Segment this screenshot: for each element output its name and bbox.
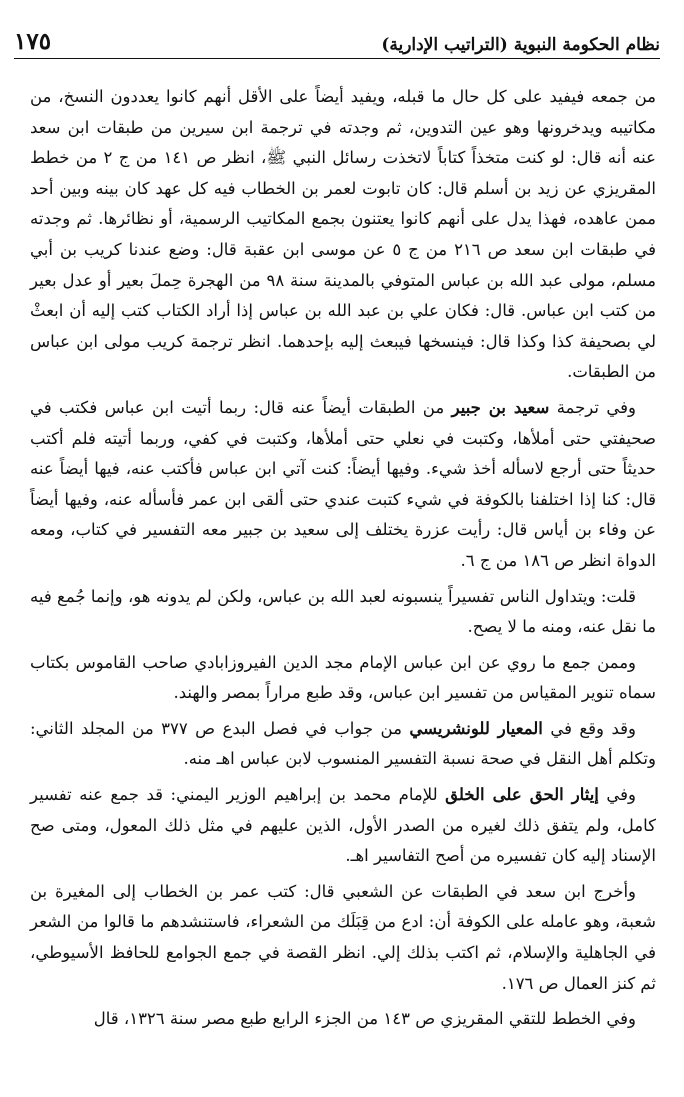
paragraph (30, 780, 656, 872)
paragraph-text: للإمام محمد بن إبراهيم الوزير اليمني: قد جمع عنه تفسير كامل، ولم يتفق ذلك لغيره من الصدر الأول، الذين عليهم في مثل ذلك المعول، ومتى صح الإسناد إليه كان تفسيره من أصح التفاسير اهـ. (30, 785, 656, 866)
paragraph (30, 393, 656, 577)
running-header (14, 30, 660, 59)
page-number: ١٧٥ (14, 28, 52, 55)
paragraph-text: من جمعه فيفيد على كل حال ما قبله، ويفيد أيضاً على الأقل أنهم كانوا يعددون النسخ، من مكاتيبه ويدخرونها وهو عين التدوين، ثم وجدته في ترجمة ابن سيرين من طبقات ابن سعد عنه أنه قال: لو كنت متخذاً كتاباً لاتخذت رسائل النبي ﷺ، انظر ص ١٤١ من ج ٢ من خطط المقريزي عن زيد بن أسلم قال: كان تابوت لعمر بن الخطاب فيه كل عهد كان بينه وبين أحد ممن عاهده، فهذا يدل على أنهم كانوا يعتنون بجمع المكاتيب الرسمية، أو نظائرها. ثم وجدته في طبقات ابن سعد ص ٢١٦ من ج ٥ عن موسى ابن عقبة قال: وضع عندنا كريب بن أبي مسلم، مولى عبد الله بن عباس المتوفي بالمدينة سنة ٩٨ من الهجرة حِملَ بعير أو عدل بعير من كتب ابن عباس. قال: فكان علي بن عبد الله بن عباس إذا أراد الكتاب كتب إليه أن ابعثْ لي بصحيفة كذا وكذا قال: فينسخها فيبعث إليه بإحدهما. انظر ترجمة كريب مولى ابن عباس من الطبقات. (30, 87, 657, 382)
running-title: نظام الحكومة النبوية (التراتيب الإدارية) (381, 35, 660, 55)
paragraph (30, 82, 656, 388)
paragraph (30, 1004, 656, 1035)
paragraph (30, 582, 656, 643)
paragraph-text: وفي ترجمة (549, 397, 637, 417)
paragraph-text: وممن جمع ما روي عن ابن عباس الإمام مجد الدين الفيروزابادي صاحب القاموس بكتاب سماه تنوير المقياس من تفسير ابن عباس، وقد طبع مراراً بمصر والهند. (30, 652, 656, 703)
paragraph-text: وأخرج ابن سعد في الطبقات عن الشعبي قال: كتب عمر بن الخطاب إلى المغيرة بن شعبة، وهو عامله على الكوفة أن: ادع من قِبَلَك من الشعراء، فاستنشدهم ما قالوا من الشعر في الجاهلية والإسلام، ثم اكتب بذلك إلي. انظر القصة في جمع الجوامع للحافظ الأسيوطي، ثم كنز العمال ص ١٧٦. (30, 881, 656, 993)
paragraph-text: وفي الخطط للتقي المقريزي ص ١٤٣ من الجزء الرابع طبع مصر سنة ١٣٢٦، قال (93, 1009, 636, 1029)
paragraph (30, 648, 656, 709)
paragraph-text: من الطبقات أيضاً عنه قال: ربما أتيت ابن عباس فكتب في صحيفتي حتى أملأها، وكتبت في نعلي حتى أملأها، وكتبت في كفي، وربما أتيته فلم أكتب حديثاً حتى أرجع لاسأله أخذ شيء. وفيها أيضاً: كنت آتي ابن عباس فأكتب عنه، فيها أيضاً عنه قال: كنا إذا اختلفنا بالكوفة في شيء كتبت عندي حتى ألقى ابن عمر فأسأله عنه، وفيها أيضاً عن وفاء بن أياس قال: رأيت عزرة يختلف إلى سعيد بن جبير معه التفسير في كتاب، ومعه الدواة انظر ص ١٨٦ من ج ٦. (30, 397, 656, 570)
paragraph-text: من جواب في فصل البدع ص ٣٧٧ من المجلد الثاني: وتكلم أهل النقل في صحة نسبة التفسير المنسوب لابن عباس اهـ منه. (30, 718, 656, 769)
book-title-reference: المعيار للونشريسي (409, 718, 543, 738)
paragraph (30, 877, 656, 999)
body-text (30, 82, 656, 1040)
paragraph-text: وقد وقع في (542, 718, 636, 738)
book-title-reference: إيثار الحق على الخلق (445, 785, 599, 805)
paragraph-text: قلت: ويتداول الناس تفسيراً ينسبونه لعبد الله بن عباس، ولكن لم يدونه هو، وإنما جُمع فيه ما نقل عنه، ومنه ما لا يصح. (30, 586, 656, 637)
paragraph-text: وفي (598, 785, 636, 805)
book-title-reference: سعيد بن جبير (451, 397, 550, 417)
paragraph (30, 714, 656, 775)
